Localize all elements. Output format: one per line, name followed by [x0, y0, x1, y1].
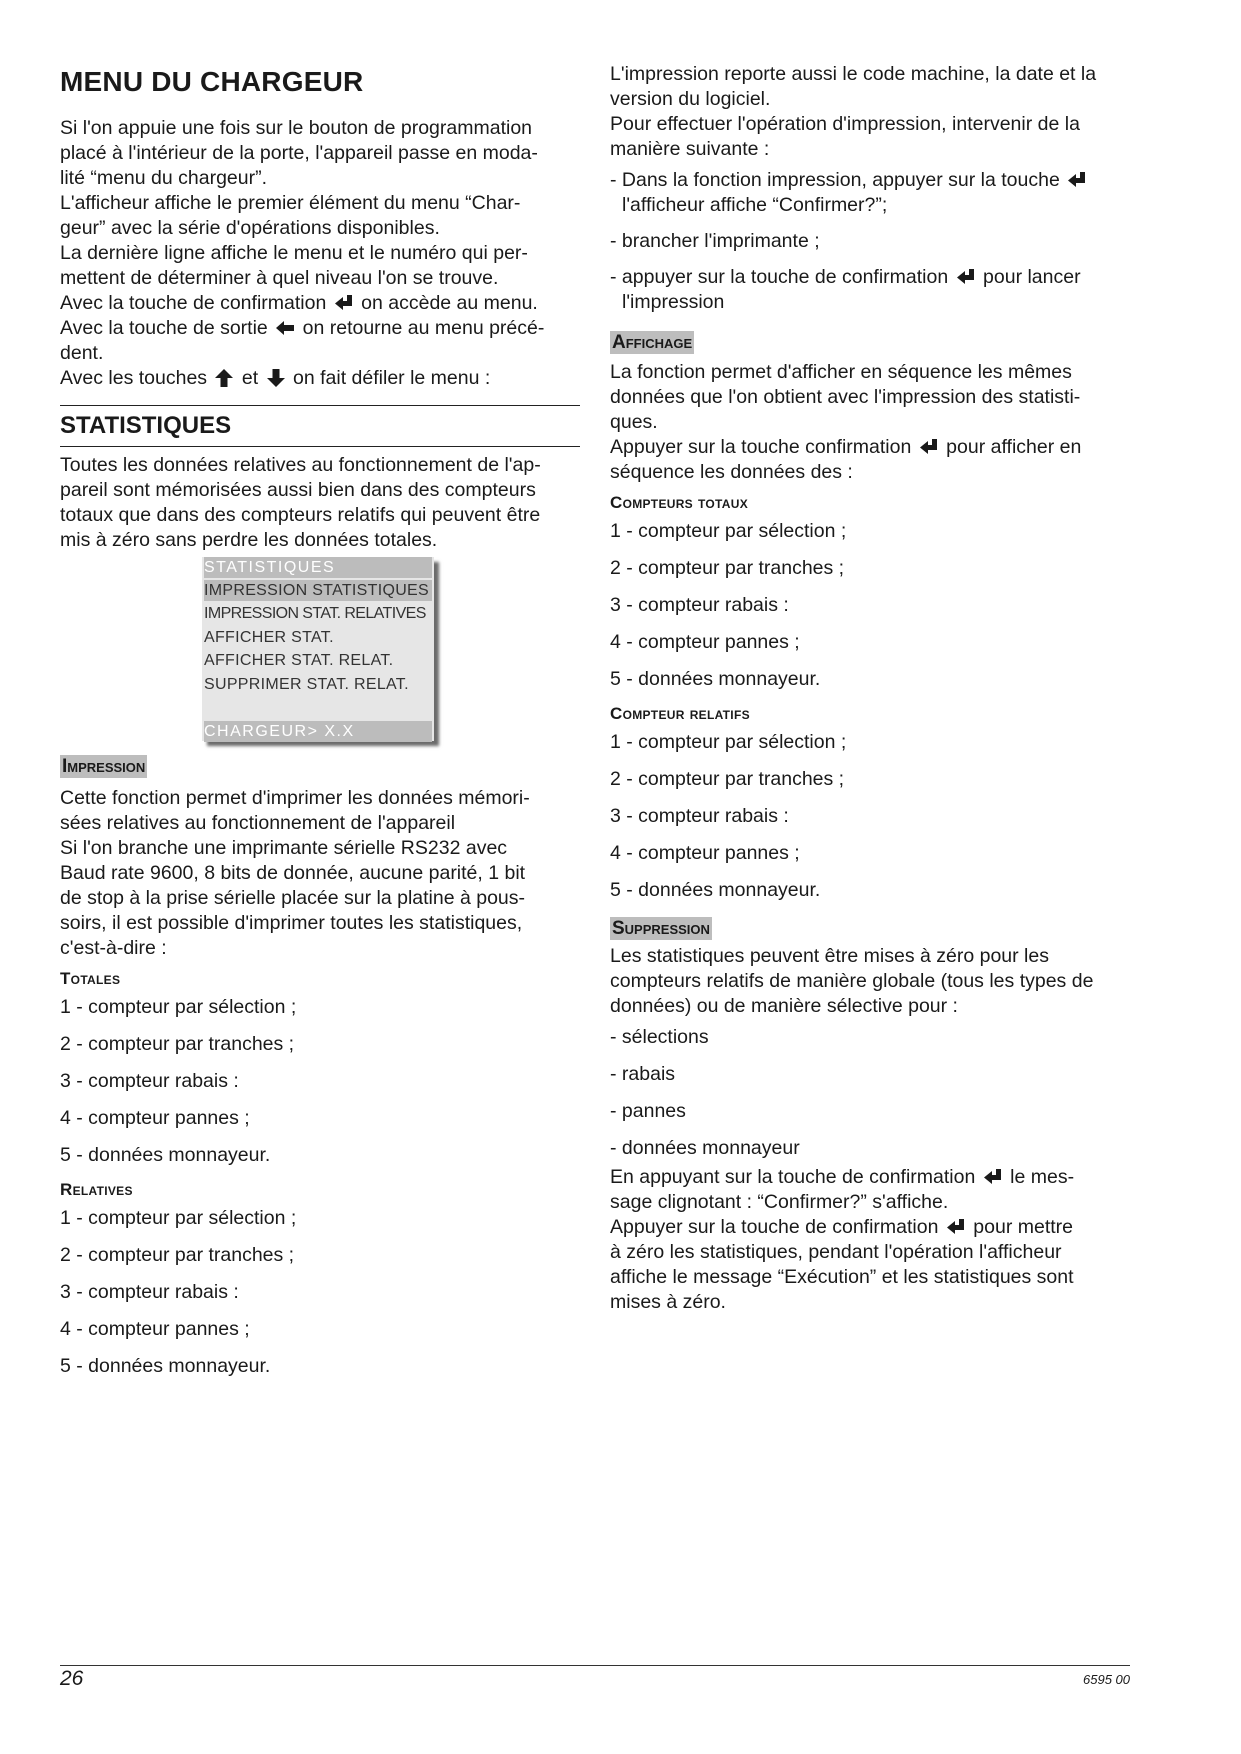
text-line: Appuyer sur la touche de confirmation pour mettre — [610, 1216, 1073, 1238]
display-screen — [202, 557, 434, 741]
subsection-heading: Impression — [62, 756, 146, 777]
suppression-options — [610, 1025, 1140, 1161]
arrow-down-icon — [266, 369, 286, 387]
display-header: STATISTIQUES — [204, 557, 432, 578]
intro-text — [60, 116, 580, 391]
display-footer: CHARGEUR> X.X — [204, 721, 432, 742]
enter-key-icon — [919, 438, 939, 456]
back-arrow-icon — [275, 319, 295, 337]
list-item: 1 - compteur par sélection ; — [610, 731, 847, 753]
text-line: Cette fonction permet d'imprimer les données mémori- — [60, 787, 530, 809]
list-item: 2 - compteur par tranches ; — [610, 768, 845, 790]
list-item: - rabais — [610, 1063, 676, 1085]
page-number: 26 — [60, 1667, 84, 1690]
exit-line: Avec la touche de sortie on retourne au menu précé- — [60, 317, 545, 339]
statistiques-heading-block — [60, 405, 580, 447]
right-column — [610, 62, 1140, 1315]
step-item: - brancher l'imprimante ; — [610, 230, 820, 252]
text-line: manière suivante : — [610, 138, 770, 160]
text-line: pareil sont mémorisées aussi bien dans des compteurs — [60, 479, 536, 501]
list-item: 4 - compteur pannes ; — [610, 842, 800, 864]
enter-key-icon — [946, 1218, 966, 1236]
list-item: 3 - compteur rabais : — [60, 1281, 239, 1303]
text-line: mises à zéro. — [610, 1291, 726, 1313]
text-line: sées relatives au fonctionnement de l'appareil — [60, 812, 456, 834]
text-line: affiche le message “Exécution” et les statistiques sont — [610, 1266, 1074, 1288]
list-item: 4 - compteur pannes ; — [610, 631, 800, 653]
affichage-text — [610, 360, 1140, 485]
confirm-line: Avec la touche de confirmation on accède au menu. — [60, 292, 538, 314]
intro-line: L'afficheur affiche le premier élément du menu “Char- — [60, 192, 521, 214]
intro-line: mettent de déterminer à quel niveau l'on se trouve. — [60, 267, 499, 289]
text-line: L'impression reporte aussi le code machine, la date et la — [610, 63, 1097, 85]
list-item: - pannes — [610, 1100, 686, 1122]
suppression-heading-block — [610, 917, 1140, 940]
text-line: ques. — [610, 411, 658, 433]
totaux-list — [610, 519, 1140, 692]
page-title: MENU DU CHARGEUR — [60, 66, 364, 97]
impression-heading-block — [60, 755, 580, 778]
text-line: Appuyer sur la touche confirmation pour afficher en — [610, 436, 1082, 458]
left-column — [60, 62, 580, 1391]
text-line: sage clignotant : “Confirmer?” s'affiche. — [610, 1191, 949, 1213]
list-item: 2 - compteur par tranches ; — [610, 557, 845, 579]
text-line: c'est-à-dire : — [60, 937, 167, 959]
list-item: 5 - données monnayeur. — [60, 1144, 271, 1166]
enter-key-icon — [334, 294, 354, 312]
intro-line: Si l'on appuie une fois sur le bouton de programmation — [60, 117, 533, 139]
impression-report — [610, 62, 1140, 162]
list-label: Compteur relatifs — [610, 704, 750, 723]
list-item: 3 - compteur rabais : — [610, 594, 789, 616]
text-line: données) ou de manière sélective pour : — [610, 995, 958, 1017]
arrow-up-icon — [214, 369, 234, 387]
text-line: compteurs relatifs de manière globale (tous les types de — [610, 970, 1094, 992]
list-item: 5 - données monnayeur. — [60, 1355, 271, 1377]
exit-line-cont: dent. — [60, 342, 104, 364]
list-item: - sélections — [610, 1026, 709, 1048]
text-line: totaux que dans des compteurs relatifs qui peuvent être — [60, 504, 541, 526]
text-line: soirs, il est possible d'imprimer toutes les statistiques, — [60, 912, 523, 934]
list-item: 4 - compteur pannes ; — [60, 1107, 250, 1129]
text-line: La fonction permet d'afficher en séquence les mêmes — [610, 361, 1072, 383]
text-line: Baud rate 9600, 8 bits de donnée, aucune parité, 1 bit — [60, 862, 526, 884]
text-line: mis à zéro sans perdre les données totales. — [60, 529, 438, 551]
list-item: - données monnayeur — [610, 1137, 800, 1159]
display-line: AFFICHER STAT. — [204, 629, 334, 646]
relatifs-list — [610, 730, 1140, 903]
step-item: - appuyer sur la touche de confirmation pour lancer l'impression — [610, 266, 1081, 313]
impression-text — [60, 786, 580, 961]
list-item: 5 - données monnayeur. — [610, 879, 821, 901]
statistiques-text — [60, 453, 580, 553]
list-item: 2 - compteur par tranches ; — [60, 1033, 295, 1055]
totales-list — [60, 995, 580, 1168]
list-item: 5 - données monnayeur. — [610, 668, 821, 690]
text-line: de stop à la prise sérielle placée sur la platine à pous- — [60, 887, 526, 909]
footer-divider — [60, 1665, 1130, 1666]
display-line-selected: IMPRESSION STATISTIQUES — [204, 580, 432, 601]
list-item: 2 - compteur par tranches ; — [60, 1244, 295, 1266]
subsection-heading: Affichage — [612, 332, 693, 353]
text-line: Pour effectuer l'opération d'impression, intervenir de la — [610, 113, 1080, 135]
list-item: 1 - compteur par sélection ; — [60, 996, 297, 1018]
list-label: Relatives — [60, 1180, 133, 1199]
suppression-messages — [610, 1165, 1140, 1315]
section-heading: STATISTIQUES — [60, 412, 232, 439]
subsection-heading: Suppression — [612, 918, 710, 939]
text-line: En appuyant sur la touche de confirmation le mes- — [610, 1166, 1075, 1188]
enter-key-icon — [956, 268, 976, 286]
affichage-heading-block — [610, 331, 1140, 354]
list-item: 4 - compteur pannes ; — [60, 1318, 250, 1340]
text-line: données que l'on obtient avec l'impression des statisti- — [610, 386, 1081, 408]
relatives-list — [60, 1206, 580, 1379]
intro-line: La dernière ligne affiche le menu et le numéro qui per- — [60, 242, 528, 264]
intro-line: placé à l'intérieur de la porte, l'appareil passe en moda- — [60, 142, 538, 164]
list-label: Totales — [60, 969, 121, 988]
text-line: Si l'on branche une imprimante sérielle RS232 avec — [60, 837, 508, 859]
display-line: AFFICHER STAT. RELAT. — [204, 652, 394, 669]
list-label: Compteurs totaux — [610, 493, 749, 512]
list-item: 1 - compteur par sélection ; — [610, 520, 847, 542]
list-item: 1 - compteur par sélection ; — [60, 1207, 297, 1229]
text-line: Toutes les données relatives au fonctionnement de l'ap- — [60, 454, 541, 476]
suppression-text — [610, 944, 1140, 1019]
document-code: 6595 00 — [1083, 1672, 1130, 1687]
list-item: 3 - compteur rabais : — [610, 805, 789, 827]
enter-key-icon — [983, 1168, 1003, 1186]
display-line: SUPPRIMER STAT. RELAT. — [204, 676, 409, 693]
step-item: - Dans la fonction impression, appuyer sur la touche l'afficheur affiche “Confirmer?”; — [610, 168, 1140, 218]
text-line: version du logiciel. — [610, 88, 771, 110]
enter-key-icon — [1067, 171, 1087, 189]
text-line: Les statistiques peuvent être mises à zéro pour les — [610, 945, 1049, 967]
list-item: 3 - compteur rabais : — [60, 1070, 239, 1092]
text-line: séquence les données des : — [610, 461, 853, 483]
scroll-line: Avec les touches et on fait défiler le menu : — [60, 367, 491, 389]
intro-line: geur” avec la série d'opérations disponibles. — [60, 217, 440, 239]
display-line: IMPRESSION STAT. RELATIVES — [204, 605, 426, 622]
intro-line: lité “menu du chargeur”. — [60, 167, 268, 189]
text-line: à zéro les statistiques, pendant l'opération l'afficheur — [610, 1241, 1062, 1263]
